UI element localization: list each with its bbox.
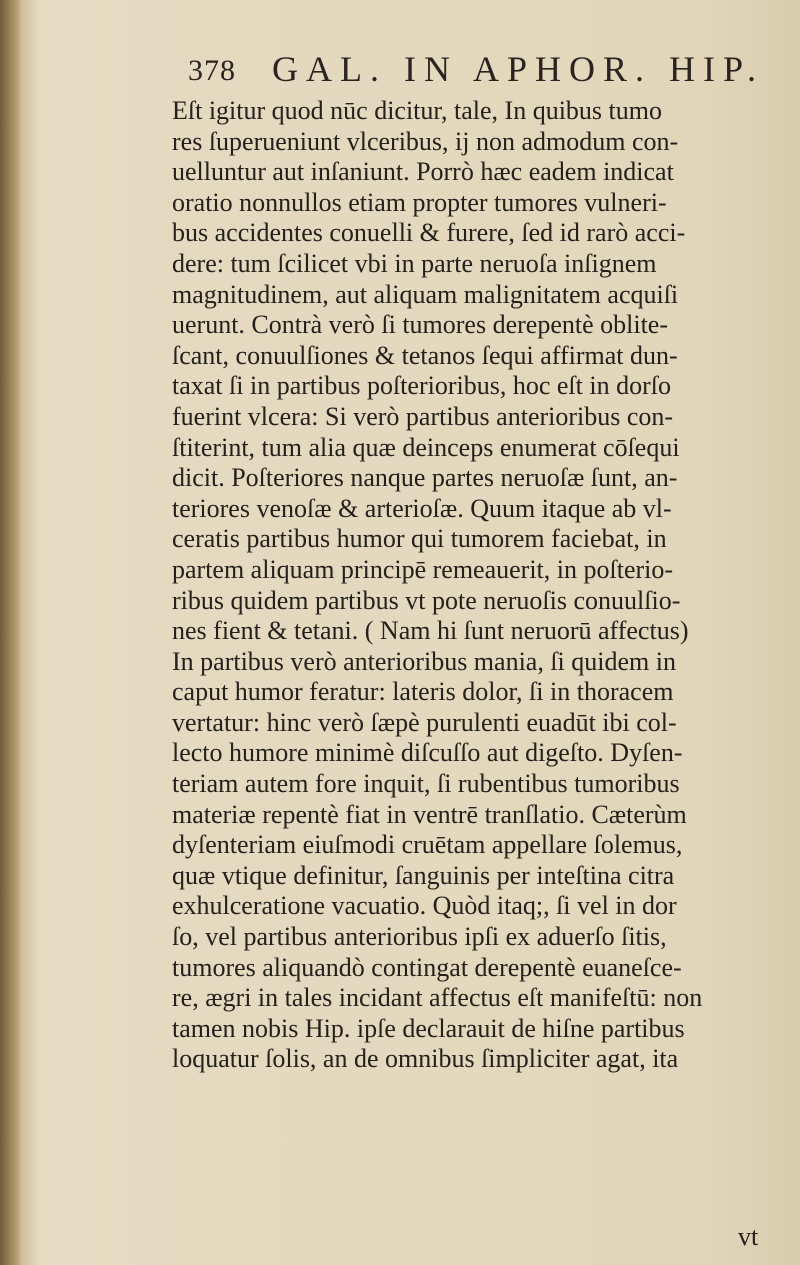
text-line: ceratis partibus humor qui tumorem faciebat, in [172,524,667,554]
text-line: uerunt. Contrà verò ſi tumores derepentè oblite- [172,310,669,340]
text-line: In partibus verò anterioribus mania, ſi quidem in [172,646,676,676]
text-line: tumores aliquandò contingat derepentè euaneſce- [172,952,682,982]
catchword: vt [738,1222,759,1251]
text-line: oratio nonnullos etiam propter tumores vulneri- [172,187,667,217]
text-line: vertatur: hinc verò ſæpè purulenti euadūt ibi col- [172,707,677,737]
binding-shadow [0,0,22,1265]
text-line: taxat ſi in partibus poſterioribus, hoc eſt in dorſo [172,371,671,401]
text-line: caput humor feratur: lateris dolor, ſi in thoracem [172,677,674,707]
text-line: loquatur ſolis, an de omnibus ſimpliciter agat, ita [172,1044,679,1074]
text-line: teriam autem fore inquit, ſi rubentibus tumoribus [172,769,680,799]
text-line: ſtiterint, tum alia quæ deinceps enumerat cōſequi [172,432,680,462]
text-line: dicit. Poſteriores nanque partes neruoſæ ſunt, an- [172,463,678,493]
page-number: 378 [188,54,236,87]
text-line: teriores venoſæ & arterioſæ. Quum itaque ab vl- [172,493,672,523]
text-line: nes fient & tetani. ( Nam hi ſunt neruorū affectus) [172,616,689,646]
text-line: re, ægri in tales incidant affectus eſt manifeſtū: non [172,983,703,1013]
text-line: tamen nobis Hip. ipſe declarauit de hiſne partibus [172,1013,685,1043]
text-line: exhulceratione vacuatio. Quòd itaq;, ſi vel in dor [172,891,677,921]
body-text [172,96,772,1075]
text-line: uelluntur aut inſaniunt. Porrò hæc eadem indicat [172,157,674,187]
text-line: lecto humore minimè diſcuſſo aut digeſto. Dyſen- [172,738,683,768]
text-line: res ſuperueniunt vlceribus, ij non admodum con- [172,126,679,156]
text-line: quæ vtique definitur, ſanguinis per inteſtina citra [172,860,675,890]
text-line: bus accidentes conuelli & furere, ſed id rarò acci- [172,218,686,248]
text-line: Eſt igitur quod nūc dicitur, tale, In quibus tumo [172,96,663,125]
page-header [188,48,768,92]
text-line: dere: tum ſcilicet vbi in parte neruoſa inſignem [172,248,657,278]
running-head: GAL. IN APHOR. HIP. [272,49,765,89]
text-line: ſo, vel partibus anterioribus ipſi ex aduerſo ſitis, [172,922,667,952]
text-line: ribus quidem partibus vt pote neruoſis conuulſio- [172,585,681,615]
text-line: partem aliquam principē remeauerit, in poſterio- [172,554,674,584]
text-line: dyſenteriam eiuſmodi cruētam appellare ſolemus, [172,830,683,860]
text-line: ſcant, conuulſiones & tetanos ſequi affirmat dun- [172,340,678,370]
text-line: materiæ repentè fiat in ventrē tranſlatio. Cæterùm [172,799,687,829]
text-line: fuerint vlcera: Si verò partibus anterioribus con- [172,401,674,431]
text-line: magnitudinem, aut aliquam malignitatem acquiſi [172,279,679,309]
